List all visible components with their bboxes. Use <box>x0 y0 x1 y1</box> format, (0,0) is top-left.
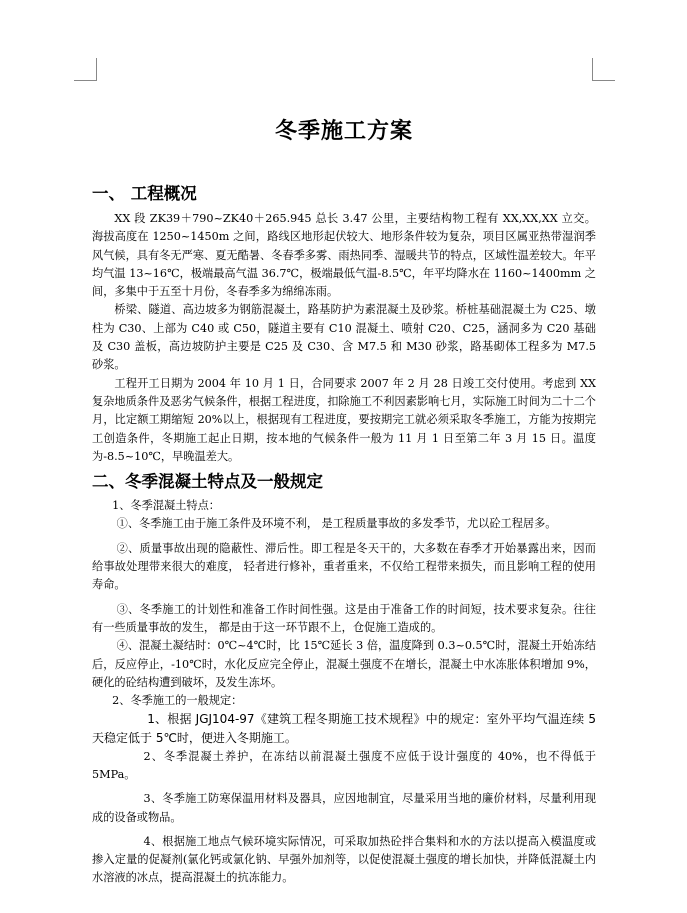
general-rule-item: 1、根据 JGJ104-97《建筑工程冬期施工技术规程》中的规定：室外平均气温连续 5 天稳定低于 5℃时，便进入冬期施工。 <box>92 712 596 746</box>
page-corner-mark-top-right <box>592 58 615 81</box>
general-rule-item: 3、冬季施工防寒保温用材料及器具，应因地制宜，尽量采用当地的廉价材料，尽量利用现成的设备或物品。 <box>92 792 596 824</box>
characteristic-item: ④、混凝土凝结时：0℃~4℃时，比 15℃延长 3 倍，温度降到 0.3~0.5℃时，混凝土开始冻结后，反应停止，-10℃时，水化反应完全停止，混凝土强度不在增长，混凝土中水冻胀体积增加 9%，硬化的砼结构遭到破坏，及发生冻坏。 <box>92 639 596 689</box>
characteristic-item: ③、冬季施工的计划性和准备工作时间性强。这是由于准备工作的时间短，技术要求复杂。往往有一些质量事故的发生， 都是由于这一环节跟不上，仓促施工造成的。 <box>92 602 596 634</box>
section-heading-overview: 一、 工程概况 <box>92 184 197 203</box>
general-rule-item: 4、根据施工地点气候环境实际情况，可采取加热砼拌合集料和水的方法以提高入模温度或掺入定量的促凝剂(氯化钙或氯化钠、早强外加剂等，以促使混凝土强度的增长加快，并降低混凝土内水溶液的冰点，提高混凝土的抗冻能力。 <box>92 834 596 885</box>
overview-paragraph: 工程开工日期为 2004 年 10 月 1 日，合同要求 2007 年 2 月 28 日竣工交付使用。考虑到 XX 复杂地质条件及恶劣气候条件，根据工程进度，扣除施工不利因素影响七月，实际施工时间为二十二个月，比定额工期缩短 20%以上，根据现有工程进度，要按期完工就必须采取冬季施工，方能为按期完工创造条件，冬期施工起止日期，按本地的气候条件一般为 11 月 1 日至第二年 3 月 15 日。温度为-8.5~10℃，早晚温差大。 <box>92 376 596 463</box>
characteristic-item: ②、质量事故出现的隐蔽性、滞后性。即工程是冬天干的，大多数在春季才开始暴露出来，因而给事故处理带来很大的难度， 轻者进行修补，重者重来，不仅给工程带来损失，而且影响工程的使用寿命。 <box>92 541 596 592</box>
document-title: 冬季施工方案 <box>274 118 413 144</box>
section-heading-winter-concrete: 二、冬季混凝土特点及一般规定 <box>92 472 323 492</box>
subheading-general-rules: 2、冬季施工的一般规定： <box>112 694 243 708</box>
document-page <box>92 116 596 888</box>
page-corner-mark-top-left <box>74 58 97 81</box>
overview-paragraph: 桥梁、隧道、高边坡多为钢筋混凝土，路基防护为素混凝土及砂浆。桥桩基础混凝土为 C25、墩柱为 C30、上部为 C40 或 C50，隧道主要有 C10 混凝土、喷射 C20、C25，涵洞多为 C20 基础及 C30 盖板，高边坡防护主要是 C25 及 C30、含 M7.5 和 M30 砂浆，路基砌体工程多为 M7.5 砂浆。 <box>92 303 596 372</box>
subheading-characteristics: 1、冬季混凝土特点： <box>112 499 220 513</box>
overview-paragraph: XX 段 ZK39＋790~ZK40＋265.945 总长 3.47 公里，主要结构物工程有 XX,XX,XX 立交。海拔高度在 1250~1450m 之间，路线区地形起伏较大、地形条件较为复杂，项目区属亚热带湿润季风气候，具有冬无严寒、夏无酷暑、冬春季多雾、雨热同季、湿暖共节的特点，区域性温差较大。年平均气温 13~16℃，极端最高气温 36.7℃，极端最低气温-8.5℃，年平均降水在 1160~1400mm 之间，多集中于五至十月份，冬春季多为绵绵冻雨。 <box>92 212 596 299</box>
characteristic-item: ①、冬季施工由于施工条件及环境不利， 是工程质量事故的多发季节，尤以砼工程居多。 <box>116 517 557 531</box>
general-rule-item: 2、冬季混凝土养护，在冻结以前混凝土强度不应低于设计强度的 40%，也不得低于 5MPa。 <box>92 749 596 781</box>
